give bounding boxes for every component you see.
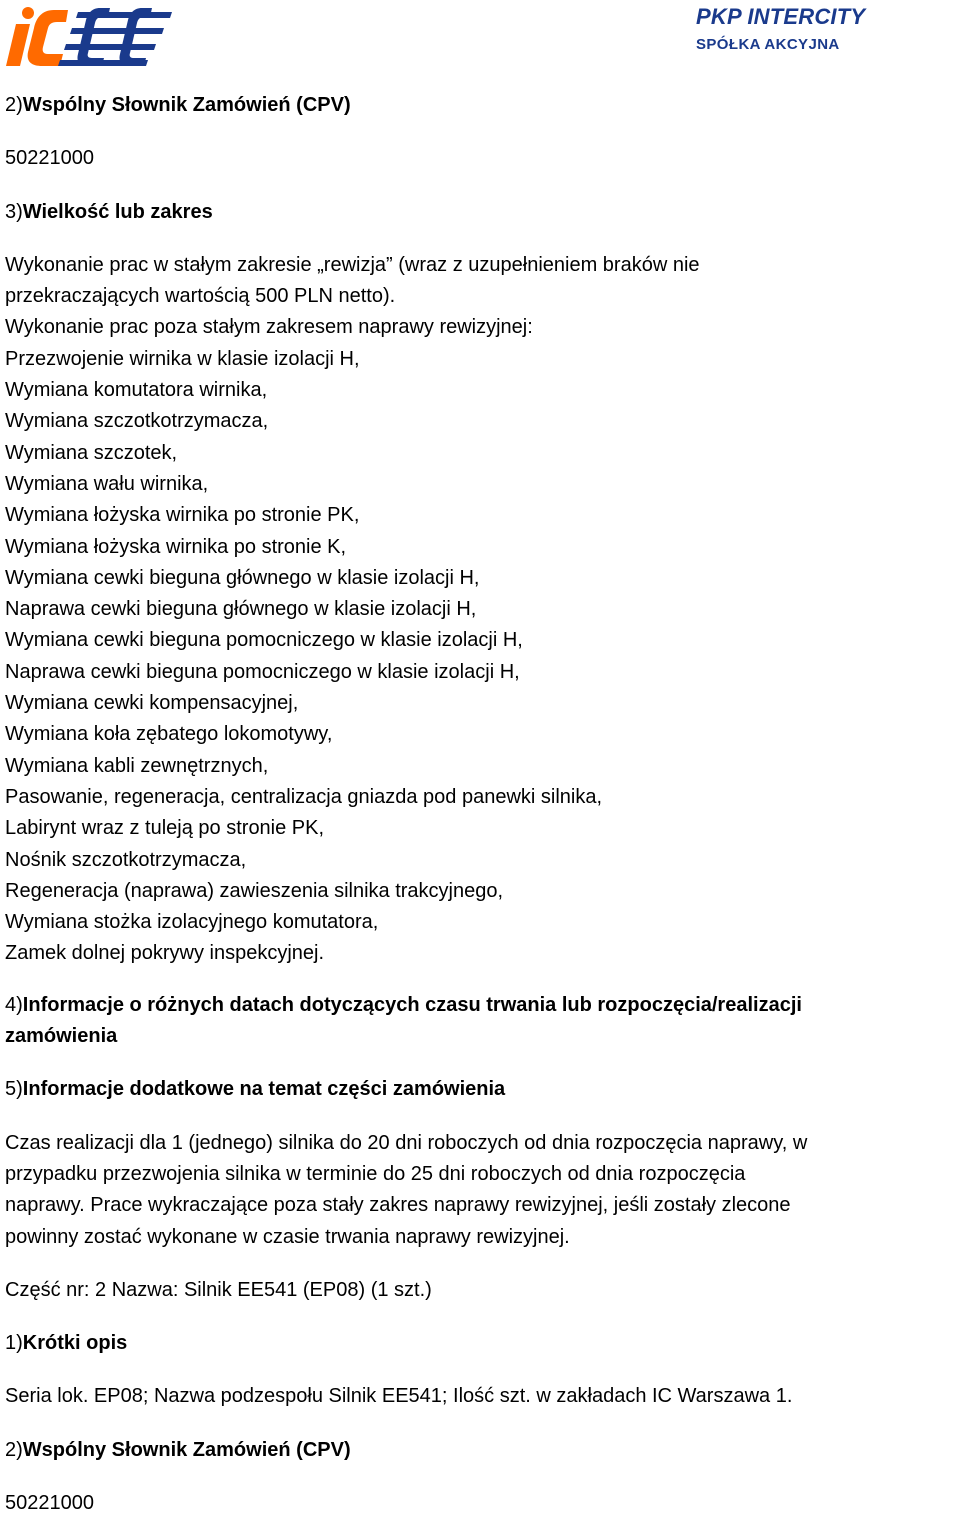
section-number: 4) bbox=[5, 993, 23, 1016]
scope-line: Zamek dolnej pokrywy inspekcyjnej. bbox=[5, 942, 325, 965]
scope-line: Wymiana komutatora wirnika, bbox=[5, 379, 268, 402]
section-number: 2) bbox=[5, 94, 23, 116]
scope-line: Wymiana koła zębatego lokomotywy, bbox=[5, 723, 333, 746]
cpv-code: 50221000 bbox=[5, 147, 94, 170]
section-title: Wielkość lub zakres bbox=[22, 200, 213, 223]
section-2-heading bbox=[5, 90, 955, 121]
scope-line: Wymiana cewki bieguna głównego w klasie izolacji H, bbox=[5, 566, 480, 589]
scope-line: Wymiana cewki bieguna pomocniczego w klasie izolacji H, bbox=[5, 629, 523, 652]
section-number: 2) bbox=[5, 1438, 23, 1461]
brand-title: PKP INTERCITY bbox=[696, 4, 866, 29]
additional-info bbox=[5, 1128, 955, 1253]
page-header bbox=[0, 0, 960, 72]
scope-line: Wymiana łożyska wirnika po stronie K, bbox=[5, 535, 347, 558]
scope-line: Nośnik szczotkotrzymacza, bbox=[5, 848, 247, 871]
part-2-heading bbox=[5, 1435, 955, 1466]
part-line: Część nr: 2 Nazwa: Silnik EE541 (EP08) (1 szt.) bbox=[5, 1278, 432, 1301]
scope-line: Wykonanie prac poza stałym zakresem naprawy rewizyjnej: bbox=[5, 316, 533, 339]
cpv-code: 50221000 bbox=[5, 1491, 94, 1514]
section-title: Informacje dodatkowe na temat części zamówienia bbox=[22, 1078, 506, 1101]
scope-line: Regeneracja (naprawa) zawieszenia silnika trakcyjnego, bbox=[5, 879, 504, 902]
info-line: naprawy. Prace wykraczające poza stały zakres naprawy rewizyjnej, jeśli zostały zlecone bbox=[5, 1194, 791, 1217]
part-1-heading bbox=[5, 1328, 955, 1359]
section-title: Krótki opis bbox=[22, 1332, 128, 1355]
section-title: Wspólny Słownik Zamówień (CPV) bbox=[22, 1438, 351, 1461]
info-line: Czas realizacji dla 1 (jednego) silnika do 20 dni roboczych od dnia rozpoczęcia naprawy, w bbox=[5, 1131, 808, 1154]
section-number: 3) bbox=[5, 200, 23, 223]
scope-line: Wymiana cewki kompensacyjnej, bbox=[5, 692, 299, 715]
scope-line: Przezwojenie wirnika w klasie izolacji H, bbox=[5, 347, 360, 370]
scope-line: Wymiana łożyska wirnika po stronie PK, bbox=[5, 504, 360, 527]
scope-line: Wykonanie prac w stałym zakresie „rewizja” (wraz z uzupełnieniem braków nie bbox=[5, 253, 700, 276]
short-description: Seria lok. EP08; Nazwa podzespołu Silnik EE541; Ilość szt. w zakładach IC Warszawa 1. bbox=[5, 1385, 793, 1408]
scope-line: przekraczających wartością 500 PLN netto). bbox=[5, 285, 396, 308]
section-number: 1) bbox=[5, 1332, 23, 1355]
scope-line: Wymiana szczotek, bbox=[5, 441, 178, 464]
brand-subtitle: SPÓŁKA AKCYJNA bbox=[696, 36, 840, 53]
scope-line: Naprawa cewki bieguna pomocniczego w klasie izolacji H, bbox=[5, 660, 520, 683]
scope-line: Wymiana wału wirnika, bbox=[5, 472, 209, 495]
scope-line: Wymiana stożka izolacyjnego komutatora, bbox=[5, 911, 379, 934]
info-line: powinny zostać wykonane w czasie trwania naprawy rewizyjnej. bbox=[5, 1225, 570, 1248]
scope-line: Labirynt wraz z tuleją po stronie PK, bbox=[5, 817, 325, 840]
scope-line: Pasowanie, regeneracja, centralizacja gniazda pod panewki silnika, bbox=[5, 785, 603, 808]
scope-line: Naprawa cewki bieguna głównego w klasie izolacji H, bbox=[5, 598, 477, 621]
intercity-ic-logo bbox=[6, 4, 172, 68]
scope-line: Wymiana kabli zewnętrznych, bbox=[5, 754, 269, 777]
section-title: Wspólny Słownik Zamówień (CPV) bbox=[22, 94, 351, 116]
scope-list bbox=[5, 250, 955, 970]
section-5-heading bbox=[5, 1074, 955, 1105]
info-line: przypadku przezwojenia silnika w terminie do 25 dni roboczych od dnia rozpoczęcia bbox=[5, 1162, 746, 1185]
section-4-heading-cont: zamówienia bbox=[5, 1025, 118, 1048]
section-number: 5) bbox=[5, 1078, 23, 1101]
section-title: Informacje o różnych datach dotyczących czasu trwania lub rozpoczęcia/realizacji bbox=[22, 993, 802, 1016]
document-body bbox=[5, 90, 955, 1519]
scope-line: Wymiana szczotkotrzymacza, bbox=[5, 410, 269, 433]
pkp-intercity-logo bbox=[696, 2, 906, 58]
section-4-heading bbox=[5, 990, 955, 1021]
section-3-heading bbox=[5, 197, 955, 228]
